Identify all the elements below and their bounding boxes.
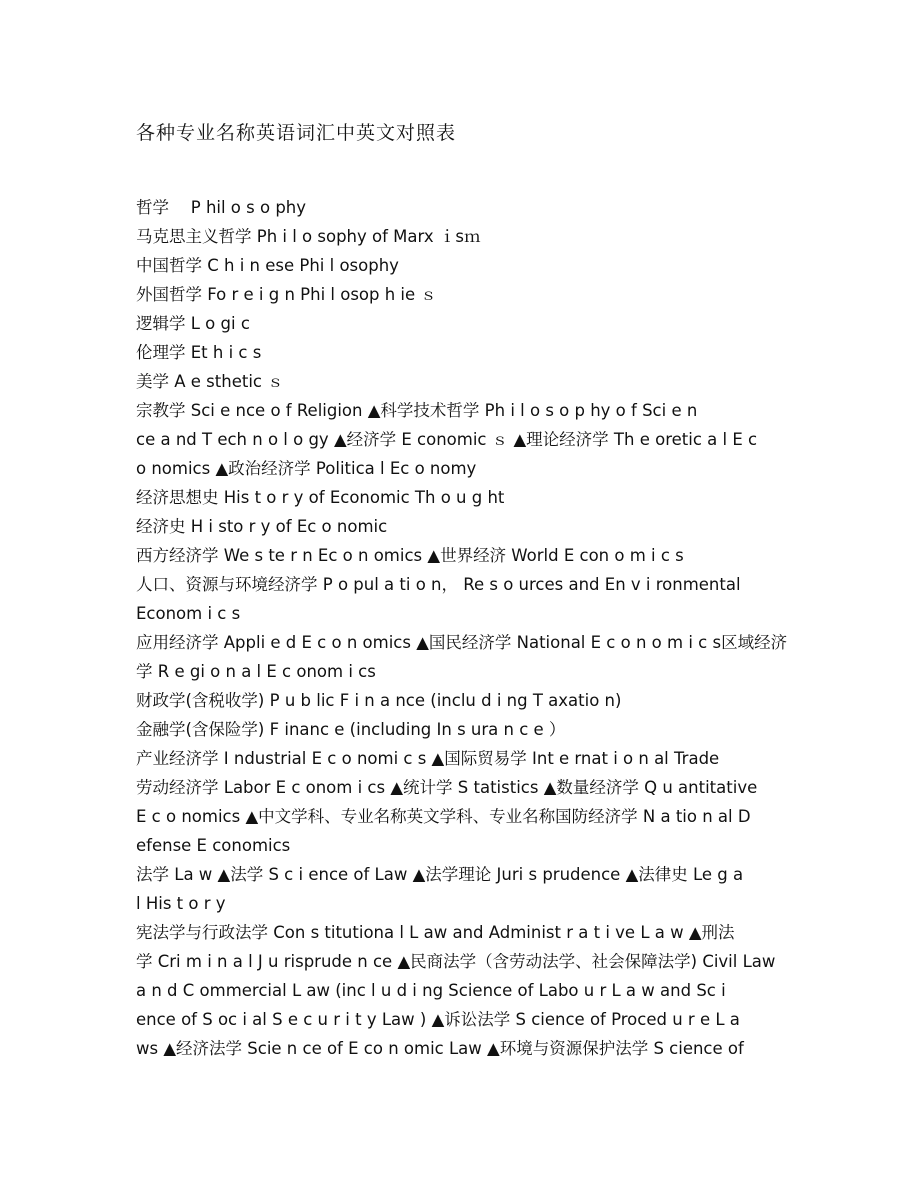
text-line: 宗教学 Sci e nce o f Religion ▲科学技术哲学 Ph i l o s o p hy o f Sci e n: [136, 401, 698, 420]
text-line: 西方经济学 We s te r n Ec o n omics ▲世界经济 World E con o m i c s: [136, 546, 684, 565]
text-line: 产业经济学 I ndustrial E c o nomi c s ▲国际贸易学 Int e rnat i o n al Trade: [136, 749, 720, 768]
text-line: 经济思想史 His t o r y of Economic Th o u g ht: [136, 488, 505, 507]
document-title: 各种专业名称英语词汇中英文对照表: [136, 122, 457, 144]
text-line: 应用经济学 Appli e d E c o n omics ▲国民经济学 National E c o n o m i c s区域经济: [136, 633, 788, 652]
text-line: 金融学(含保险学) F inanc e (including In s ura n c e ）: [136, 720, 566, 739]
text-line: l His t o r y: [136, 894, 226, 913]
text-line: efense E conomics: [136, 836, 291, 855]
text-line: 劳动经济学 Labor E c onom i cs ▲统计学 S tatistics ▲数量经济学 Q u antitative: [136, 778, 758, 797]
text-line: ence of S oc i al S e c u r i t y Law ) ▲诉讼法学 S cience of Proced u r e L a: [136, 1010, 740, 1029]
text-line: 人口、资源与环境经济学 P o pul a ti o n， Re s o urces and En v i ronmental: [136, 575, 741, 594]
text-line: ws ▲经济法学 Scie n ce of E co n omic Law ▲环境与资源保护法学 S cience of: [136, 1039, 744, 1058]
glossary-body: [136, 193, 796, 1063]
text-line: 经济史 H i sto r y of Ec o nomic: [136, 517, 388, 536]
text-line: ce a nd T ech n o l o gy ▲经济学 E conomic ｓ ▲理论经济学 Th e oretic a l E c: [136, 430, 758, 449]
text-line: 中国哲学 C h i n ese Phi l osophy: [136, 256, 399, 275]
text-line: 外国哲学 Fo r e i g n Phi l osop h ie ｓ: [136, 285, 437, 304]
text-line: Econom i c s: [136, 604, 241, 623]
text-line: 马克思主义哲学 Ph i l o sophy of Marx ｉsｍ: [136, 227, 481, 246]
text-line: a n d C ommercial L aw (inc l u d i ng Science of Labo u r L a w and Sc i: [136, 981, 726, 1000]
text-line: 学 Cri m i n a l J u risprude n ce ▲民商法学（含劳动法学、社会保障法学) Civil Law: [136, 952, 776, 971]
text-line: E c o nomics ▲中文学科、专业名称英文学科、专业名称国防经济学 N a tio n al D: [136, 807, 751, 826]
text-line: 伦理学 Et h i c s: [136, 343, 262, 362]
text-line: 财政学(含税收学) P u b lic F i n a nce (inclu d i ng T axatio n): [136, 691, 622, 710]
text-line: 法学 La w ▲法学 S c i ence of Law ▲法学理论 Juri s prudence ▲法律史 Le g a: [136, 865, 744, 884]
text-line: 哲学 P hil o s o phy: [136, 198, 307, 217]
text-line: o nomics ▲政治经济学 Politica l Ec o nomy: [136, 459, 477, 478]
text-line: 美学 A e sthetic ｓ: [136, 372, 284, 391]
text-line: 学 R e gi o n a l E c onom i cs: [136, 662, 376, 681]
text-line: 宪法学与行政法学 Con s titutiona l L aw and Administ r a t i ve L a w ▲刑法: [136, 923, 735, 942]
text-line: 逻辑学 L o gi c: [136, 314, 250, 333]
